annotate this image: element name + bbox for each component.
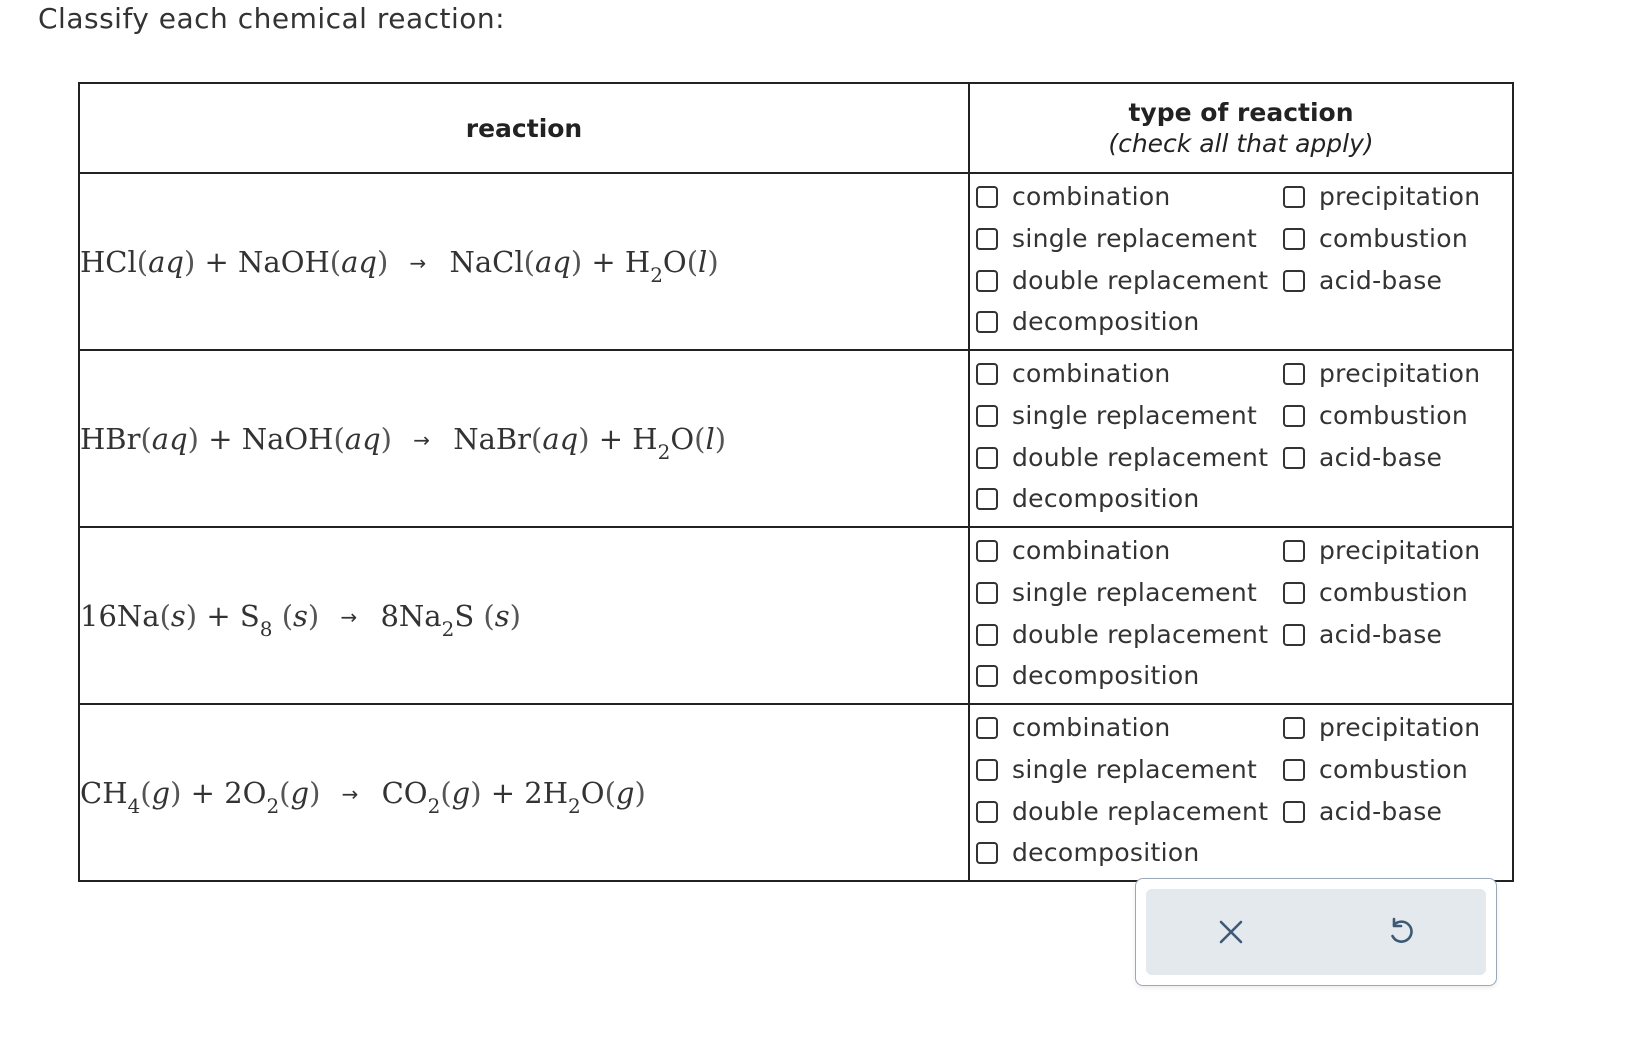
header-type-of-reaction xyxy=(969,83,1513,173)
header-type-note: (check all that apply) xyxy=(1108,129,1374,158)
option-combustion[interactable]: combustion xyxy=(1283,401,1468,430)
checkbox[interactable] xyxy=(976,270,998,292)
option-precipitation[interactable]: precipitation xyxy=(1283,359,1480,388)
reaction-type-options-1 xyxy=(969,173,1513,350)
reaction-row-1 xyxy=(79,173,1513,350)
option-precipitation[interactable]: precipitation xyxy=(1283,713,1480,742)
checkbox[interactable] xyxy=(976,447,998,469)
reaction-row-4 xyxy=(79,704,1513,881)
reaction-row-3 xyxy=(79,527,1513,704)
checkbox[interactable] xyxy=(1283,405,1305,427)
option-single-replacement[interactable]: single replacement xyxy=(976,224,1257,253)
undo-icon xyxy=(1385,916,1417,948)
option-single-replacement[interactable]: single replacement xyxy=(976,401,1257,430)
option-double-replacement[interactable]: double replacement xyxy=(976,620,1268,649)
reaction-type-options-4 xyxy=(969,704,1513,881)
checkbox[interactable] xyxy=(1283,270,1305,292)
option-single-replacement[interactable]: single replacement xyxy=(976,755,1257,784)
checkbox[interactable] xyxy=(1283,801,1305,823)
option-acid-base[interactable]: acid-base xyxy=(1283,620,1442,649)
reaction-row-2 xyxy=(79,350,1513,527)
checkbox[interactable] xyxy=(1283,540,1305,562)
checkbox[interactable] xyxy=(976,488,998,510)
reaction-arrow: → xyxy=(341,781,359,806)
answer-toolbar xyxy=(1135,878,1497,986)
checkbox[interactable] xyxy=(976,801,998,823)
option-double-replacement[interactable]: double replacement xyxy=(976,797,1268,826)
option-decomposition[interactable]: decomposition xyxy=(976,661,1200,690)
checkbox[interactable] xyxy=(976,540,998,562)
reaction-arrow: → xyxy=(413,427,430,452)
checkbox[interactable] xyxy=(1283,717,1305,739)
question-prompt: Classify each chemical reaction: xyxy=(38,2,506,35)
option-precipitation[interactable]: precipitation xyxy=(1283,536,1480,565)
reaction-equation-2: HBr(aq) + NaOH(aq) → NaBr(aq) + $H_2O(l)$ xyxy=(79,350,969,527)
option-double-replacement[interactable]: double replacement xyxy=(976,443,1268,472)
reaction-equation-1: HCl(aq) + NaOH(aq) → NaCl(aq) + $H_2O(l)$ xyxy=(79,173,969,350)
option-acid-base[interactable]: acid-base xyxy=(1283,797,1442,826)
checkbox[interactable] xyxy=(1283,186,1305,208)
undo-button[interactable] xyxy=(1361,897,1441,967)
checkbox[interactable] xyxy=(976,363,998,385)
checkbox[interactable] xyxy=(1283,582,1305,604)
toolbar-panel xyxy=(1146,889,1486,975)
option-acid-base[interactable]: acid-base xyxy=(1283,266,1442,295)
option-acid-base[interactable]: acid-base xyxy=(1283,443,1442,472)
option-double-replacement[interactable]: double replacement xyxy=(976,266,1268,295)
option-decomposition[interactable]: decomposition xyxy=(976,838,1200,867)
option-combination[interactable]: combination xyxy=(976,713,1171,742)
checkbox[interactable] xyxy=(976,228,998,250)
reaction-arrow: → xyxy=(409,250,427,275)
checkbox[interactable] xyxy=(976,759,998,781)
checkbox[interactable] xyxy=(1283,228,1305,250)
checkbox[interactable] xyxy=(1283,759,1305,781)
clear-button[interactable] xyxy=(1191,897,1271,967)
reaction-type-options-2 xyxy=(969,350,1513,527)
close-icon xyxy=(1217,918,1245,946)
reaction-arrow: → xyxy=(340,604,358,629)
checkbox[interactable] xyxy=(976,582,998,604)
reaction-equation-3: $16Na(s) + S_8$ $(s) \to 8Na_2S$ (s) xyxy=(79,527,969,704)
option-precipitation[interactable]: precipitation xyxy=(1283,182,1480,211)
checkbox[interactable] xyxy=(1283,624,1305,646)
checkbox[interactable] xyxy=(1283,447,1305,469)
option-decomposition[interactable]: decomposition xyxy=(976,484,1200,513)
option-combustion[interactable]: combustion xyxy=(1283,224,1468,253)
checkbox[interactable] xyxy=(976,717,998,739)
checkbox[interactable] xyxy=(1283,363,1305,385)
option-combination[interactable]: combination xyxy=(976,359,1171,388)
checkbox[interactable] xyxy=(976,405,998,427)
checkbox[interactable] xyxy=(976,311,998,333)
reaction-table xyxy=(78,82,1514,882)
option-combination[interactable]: combination xyxy=(976,182,1171,211)
option-combination[interactable]: combination xyxy=(976,536,1171,565)
option-decomposition[interactable]: decomposition xyxy=(976,307,1200,336)
checkbox[interactable] xyxy=(976,624,998,646)
reaction-type-options-3 xyxy=(969,527,1513,704)
checkbox[interactable] xyxy=(976,665,998,687)
header-type-label: type of reaction xyxy=(1128,98,1354,127)
option-single-replacement[interactable]: single replacement xyxy=(976,578,1257,607)
option-combustion[interactable]: combustion xyxy=(1283,578,1468,607)
header-reaction: reaction xyxy=(79,83,969,173)
checkbox[interactable] xyxy=(976,842,998,864)
reaction-equation-4: $CH_4(g) + 2O_2(g) \to CO_2(g) + 2H_2O(g)$ xyxy=(79,704,969,881)
option-combustion[interactable]: combustion xyxy=(1283,755,1468,784)
checkbox[interactable] xyxy=(976,186,998,208)
